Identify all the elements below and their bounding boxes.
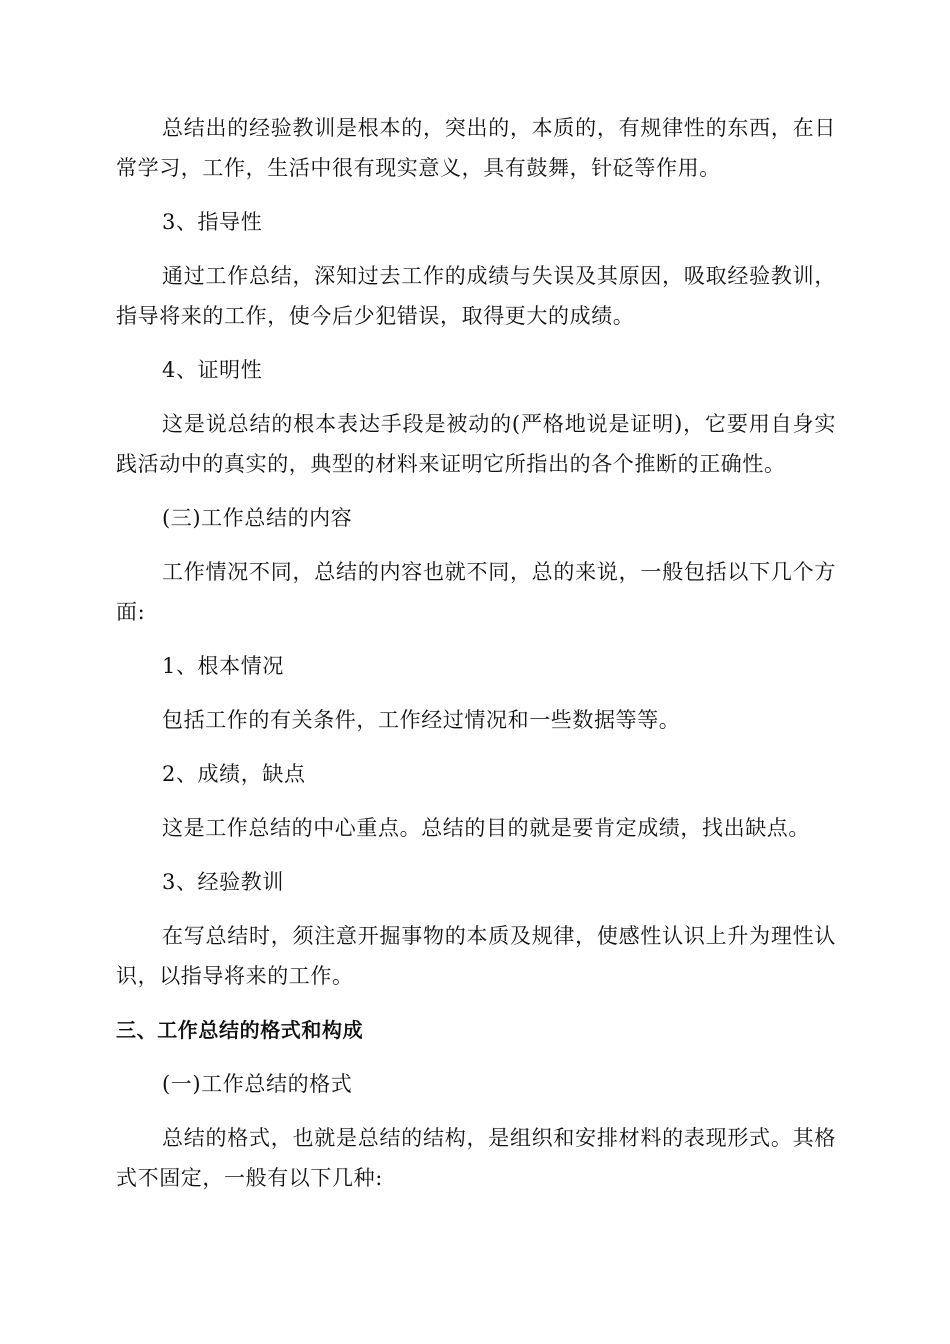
- item-guidance: 3、指导性: [162, 210, 263, 234]
- paragraph-achievements: 这是工作总结的中心重点。总结的目的就是要肯定成绩，找出缺点。: [162, 816, 810, 840]
- section-heading-format: 三、工作总结的格式和构成: [116, 1018, 364, 1042]
- paragraph-guidance: 通过工作总结，深知过去工作的成绩与失误及其原因，吸取经验教训，指导将来的工作，使今后少犯错误，取得更大的成绩。: [116, 264, 836, 328]
- subheading-format: (一)工作总结的格式: [162, 1072, 353, 1096]
- paragraph-basic-situation: 包括工作的有关条件，工作经过情况和一些数据等等。: [162, 708, 681, 732]
- subheading-content: (三)工作总结的内容: [162, 506, 353, 530]
- document-page: [116, 108, 836, 1212]
- item-achievements: 2、成绩，缺点: [162, 762, 306, 786]
- paragraph-format: 总结的格式，也就是总结的结构，是组织和安排材料的表现形式。其格式不固定，一般有以下几种:: [116, 1126, 836, 1190]
- paragraph-proof: 这是说总结的根本表达手段是被动的(严格地说是证明)，它要用自身实践活动中的真实的，典型的材料来证明它所指出的各个推断的正确性。: [116, 412, 836, 476]
- paragraph-content-intro: 工作情况不同，总结的内容也就不同，总的来说，一般包括以下几个方面:: [116, 560, 836, 624]
- item-lessons: 3、经验教训: [162, 870, 284, 894]
- item-basic-situation: 1、根本情况: [162, 654, 284, 678]
- item-proof: 4、证明性: [162, 358, 263, 382]
- paragraph-lessons: 在写总结时，须注意开掘事物的本质及规律，使感性认识上升为理性认识，以指导将来的工作。: [116, 924, 836, 988]
- paragraph-lessons-meaning: 总结出的经验教训是根本的，突出的，本质的，有规律性的东西，在日常学习，工作，生活中很有现实意义，具有鼓舞，针砭等作用。: [116, 116, 836, 180]
